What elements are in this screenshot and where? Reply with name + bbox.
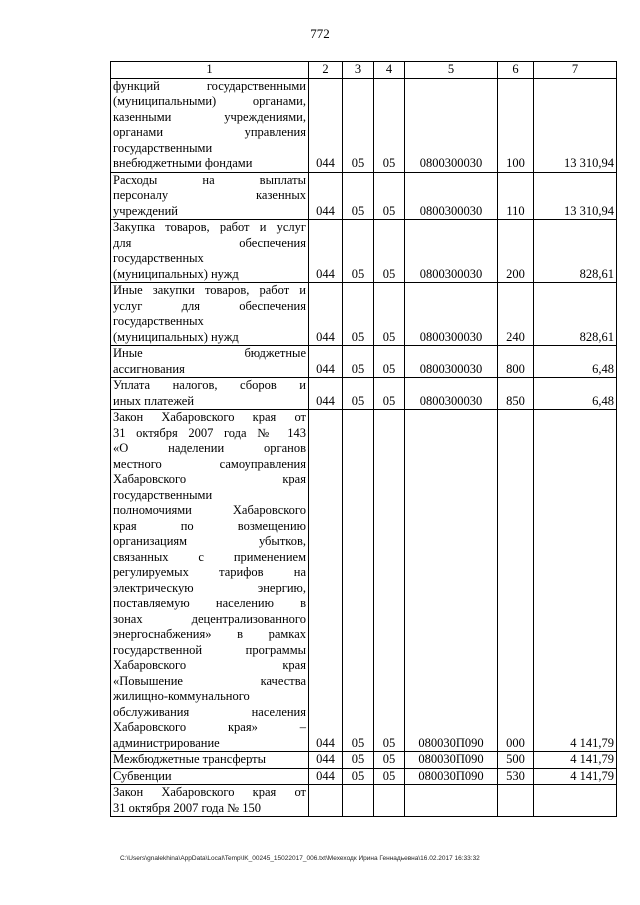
row-name-line: учреждений	[113, 203, 178, 218]
table-row	[111, 785, 617, 817]
cell-target-article: 0800300030	[405, 346, 498, 378]
row-name-line: местного самоуправления	[113, 456, 306, 471]
cell-target-article: 080030П090	[405, 768, 498, 785]
cell-expense-type: 800	[498, 346, 534, 378]
row-name-line: Хабаровского края» –	[113, 720, 306, 734]
footer-path: C:\Users\gnalekhina\AppData\Local\Temp\IK_00245_15022017_006.txt\Мехеходк Ирина Геннадьевна\16.02.2017 16:33:32	[120, 855, 480, 862]
cell-section: 05	[343, 378, 374, 410]
row-name-line: Хабаровского края	[113, 472, 306, 486]
cell-subsection: 05	[374, 346, 405, 378]
row-name-line: «Повышение качества	[113, 673, 306, 688]
cell-subsection: 05	[374, 78, 405, 172]
cell-expense-type: 100	[498, 78, 534, 172]
cell-target-article: 0800300030	[405, 378, 498, 410]
row-name-line: Хабаровского края	[113, 658, 306, 672]
row-name	[111, 346, 309, 378]
cell-subsection: 05	[374, 752, 405, 769]
cell-subsection: 05	[374, 410, 405, 752]
row-name-line: зонах децентрализованного	[113, 611, 306, 626]
row-name-line: 31 октября 2007 года № 150	[113, 800, 261, 815]
row-name-line: регулируемых тарифов на	[113, 565, 306, 579]
cell-subsection: 05	[374, 172, 405, 220]
cell-target-article: 0800300030	[405, 172, 498, 220]
cell-amount: 6,48	[534, 346, 617, 378]
row-name-line: Расходы на выплаты	[113, 172, 306, 187]
row-name-line: иных платежей	[113, 393, 195, 408]
cell-amount: 4 141,79	[534, 768, 617, 785]
table-row	[111, 410, 617, 752]
cell-ministry: 044	[309, 283, 343, 346]
cell-target-article: 080030П090	[405, 410, 498, 752]
row-name-line: Субвенции	[113, 768, 172, 783]
row-name-line: персоналу казенных	[113, 188, 306, 202]
cell-ministry: 044	[309, 172, 343, 220]
row-name	[111, 78, 309, 172]
row-name	[111, 220, 309, 283]
row-name-line: Закупка товаров, работ и услуг	[113, 220, 306, 234]
row-name-line: Закон Хабаровского края от	[113, 785, 306, 799]
cell-ministry: 044	[309, 78, 343, 172]
table-row	[111, 346, 617, 378]
row-name	[111, 785, 309, 817]
row-name-line: поставляемую населению в	[113, 596, 306, 610]
cell-expense-type: 500	[498, 752, 534, 769]
row-name-line: (муниципальными) органами,	[113, 94, 306, 108]
cell-section: 05	[343, 768, 374, 785]
row-name-line: связанных с применением	[113, 549, 306, 564]
header-col-1: 1	[111, 62, 309, 79]
cell-subsection: 05	[374, 768, 405, 785]
row-name	[111, 172, 309, 220]
row-name-line: для обеспечения	[113, 235, 306, 250]
row-name-line: государственной программы	[113, 642, 306, 657]
row-name-line: Иные бюджетные	[113, 346, 306, 360]
cell-target-article: 080030П090	[405, 752, 498, 769]
cell-ministry	[309, 785, 343, 817]
cell-amount: 6,48	[534, 378, 617, 410]
row-name-line: органами управления	[113, 125, 306, 139]
row-name-line: организациям убытков,	[113, 534, 306, 548]
table-row	[111, 768, 617, 785]
row-name-line: Иные закупки товаров, работ и	[113, 283, 306, 297]
header-col-2: 2	[309, 62, 343, 79]
cell-expense-type: 850	[498, 378, 534, 410]
row-name-line: края по возмещению	[113, 518, 306, 533]
cell-section: 05	[343, 78, 374, 172]
row-name-line: ассигнования	[113, 361, 185, 376]
row-name-line: администрирование	[113, 735, 220, 750]
row-name	[111, 752, 309, 769]
cell-amount: 828,61	[534, 220, 617, 283]
cell-amount	[534, 785, 617, 817]
row-name	[111, 283, 309, 346]
cell-target-article: 0800300030	[405, 283, 498, 346]
header-col-4: 4	[374, 62, 405, 79]
row-name-line: государственными	[113, 140, 213, 155]
cell-target-article: 0800300030	[405, 220, 498, 283]
cell-subsection: 05	[374, 283, 405, 346]
row-name-line: полномочиями Хабаровского	[113, 503, 306, 517]
row-name-line: внебюджетными фондами	[113, 156, 253, 170]
cell-ministry: 044	[309, 410, 343, 752]
cell-expense-type: 240	[498, 283, 534, 346]
table-row	[111, 172, 617, 220]
cell-ministry: 044	[309, 768, 343, 785]
cell-expense-type: 110	[498, 172, 534, 220]
table-row	[111, 752, 617, 769]
row-name-line: услуг для обеспечения	[113, 298, 306, 313]
cell-expense-type	[498, 785, 534, 817]
header-col-5: 5	[405, 62, 498, 79]
cell-amount: 4 141,79	[534, 410, 617, 752]
header-col-6: 6	[498, 62, 534, 79]
cell-section: 05	[343, 346, 374, 378]
row-name-line: жилищно-коммунального	[113, 689, 250, 703]
cell-section: 05	[343, 752, 374, 769]
row-name-line: казенными учреждениями,	[113, 109, 306, 124]
cell-section: 05	[343, 283, 374, 346]
row-name-line: Закон Хабаровского края от	[113, 410, 306, 424]
row-name-line: Межбюджетные трансферты	[113, 752, 267, 766]
cell-target-article	[405, 785, 498, 817]
cell-ministry: 044	[309, 752, 343, 769]
row-name-line: (муниципальных) нужд	[113, 266, 239, 281]
row-name-line: 31 октября 2007 года № 143	[113, 425, 306, 440]
cell-expense-type: 000	[498, 410, 534, 752]
cell-expense-type: 530	[498, 768, 534, 785]
row-name	[111, 378, 309, 410]
table-header-row	[111, 62, 617, 79]
row-name-line: «О наделении органов	[113, 441, 306, 455]
row-name-line: функций государственными	[113, 78, 306, 93]
table-row	[111, 78, 617, 172]
row-name-line: государственных	[113, 314, 204, 328]
row-name-line: Уплата налогов, сборов и	[113, 378, 306, 392]
cell-section: 05	[343, 410, 374, 752]
cell-amount: 828,61	[534, 283, 617, 346]
cell-subsection: 05	[374, 220, 405, 283]
cell-section	[343, 785, 374, 817]
cell-ministry: 044	[309, 220, 343, 283]
cell-section: 05	[343, 220, 374, 283]
cell-ministry: 044	[309, 378, 343, 410]
row-name-line: электрическую энергию,	[113, 580, 306, 595]
row-name-line: государственных	[113, 251, 204, 265]
table-row	[111, 378, 617, 410]
cell-subsection: 05	[374, 378, 405, 410]
header-col-3: 3	[343, 62, 374, 79]
cell-expense-type: 200	[498, 220, 534, 283]
table-row	[111, 220, 617, 283]
budget-table	[110, 61, 617, 817]
header-col-7: 7	[534, 62, 617, 79]
cell-section: 05	[343, 172, 374, 220]
table-row	[111, 283, 617, 346]
row-name-line: обслуживания населения	[113, 704, 306, 719]
cell-subsection	[374, 785, 405, 817]
cell-target-article: 0800300030	[405, 78, 498, 172]
cell-ministry: 044	[309, 346, 343, 378]
page-number: 772	[310, 26, 330, 41]
row-name-line: энергоснабжения» в рамках	[113, 627, 306, 641]
cell-amount: 13 310,94	[534, 172, 617, 220]
row-name-line: государственными	[113, 487, 213, 502]
row-name-line: (муниципальных) нужд	[113, 329, 239, 344]
cell-amount: 4 141,79	[534, 752, 617, 769]
row-name	[111, 768, 309, 785]
cell-amount: 13 310,94	[534, 78, 617, 172]
row-name	[111, 410, 309, 752]
